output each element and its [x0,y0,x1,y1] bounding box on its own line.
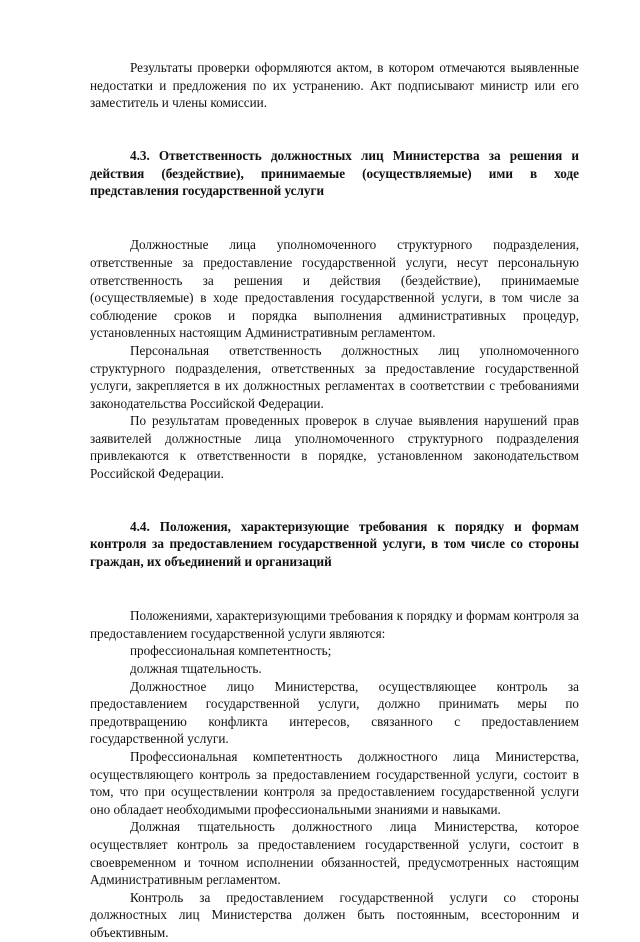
section-4-3-paragraph: Должностные лица уполномоченного структурного подразделения, ответственные за предоставление государственной услуги, несут персональную ответственность за решения и действия (бездействие), принимаемые (осуществляемые) в ходе предоставления государственной услуги, в том числе за соблюдение сроков и порядка выполнения административных процедур, установленных настоящим Административным регламентом. [90,237,579,341]
section-4-3-heading: 4.3. Ответственность должностных лиц Министерства за решения и действия (бездействие), принимаемые (осуществляемые) ими в ходе представления государственной услуги [90,147,579,199]
list-item: профессиональная компетентность; [130,643,332,659]
section-4-4-paragraph: Контроль за предоставлением государственной услуги со стороны должностных лиц Министерства должен быть постоянным, всесторонним и объективным. [90,889,579,940]
spacer [90,571,579,590]
spacer [90,112,579,130]
intro-paragraph: Результаты проверки оформляются актом, в котором отмечаются выявленные недостатки и предложения по их устранению. Акт подписывают министр или его заместитель и члены комиссии. [90,60,579,111]
section-4-4-paragraph: Должностное лицо Министерства, осуществляющее контроль за предоставлением государственной услуги, должно принимать меры по предотвращению конфликта интересов, связанного с предоставлением государственной услуги. [90,678,579,747]
document-body [90,59,579,942]
section-4-4-paragraph: Профессиональная компетентность должностного лица Министерства, осуществляющего контроль за предоставлением государственной услуги, состоит в том, что при осуществлении контроля за предоставлением государственной услуги оно обладает необходимыми профессиональными знаниями и навыками. [90,748,579,817]
section-4-3-paragraph: По результатам проведенных проверок в случае выявления нарушений прав заявителей должностные лица уполномоченного структурного подразделения привлекаются к ответственности в порядке, установленном законодательством Российской Федерации. [90,413,579,482]
spacer [90,219,579,237]
section-4-4-lead: Положениями, характеризующими требования к порядку и формам контроля за предоставлением государственной услуги являются: [90,608,579,641]
spacer [90,590,579,608]
section-4-3-paragraph: Персональная ответственность должностных лиц уполномоченного структурного подразделения, ответственных за предоставление государственной услуги, закрепляется в их должностных регламентах в соответствии с требованиями законодательства Российской Федерации. [90,342,579,411]
section-4-4-heading: 4.4. Положения, характеризующие требования к порядку и формам контроля за предоставлением государственной услуги, в том числе со стороны граждан, их объединений и организаций [90,518,579,570]
spacer [90,500,579,518]
spacer [90,129,579,147]
section-4-4-paragraph: Должная тщательность должностного лица Министерства, которое осуществляет контроль за предоставлением государственной услуги, состоит в своевременном и точном исполнении обязанностей, предусмотренных настоящим Административным регламентом. [90,819,579,888]
spacer [90,200,579,219]
list-item: должная тщательность. [130,661,262,676]
spacer [90,483,579,501]
